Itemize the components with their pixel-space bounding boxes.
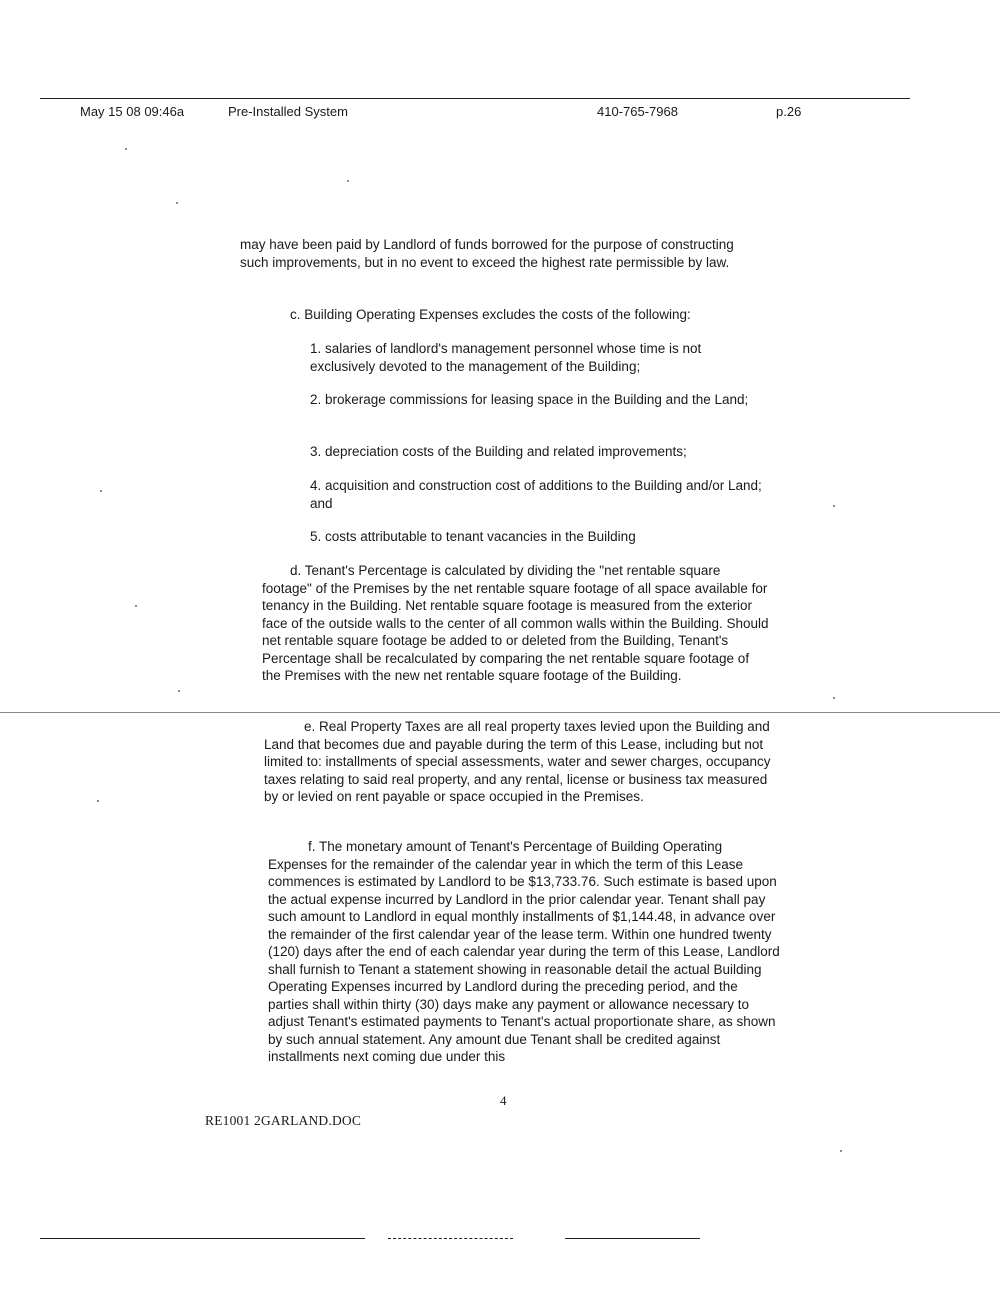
bottom-rule-left <box>40 1238 365 1239</box>
fax-sender: Pre-Installed System <box>228 104 348 119</box>
fax-phone: 410-765-7968 <box>597 104 678 119</box>
page-number: 4 <box>500 1093 507 1108</box>
section-c-item: 1. salaries of landlord's management personnel whose time is not exclusively devoted to the management of the Building; <box>310 341 702 374</box>
scan-speck <box>178 690 180 692</box>
scan-speck <box>833 697 835 699</box>
scan-speck <box>347 180 349 182</box>
section-c-intro <box>290 306 770 324</box>
scan-speck <box>176 202 178 204</box>
continuation-text: may have been paid by Landlord of funds borrowed for the purpose of constructing such improvements, but in no event to exceed the highest rate permissible by law. <box>240 237 734 270</box>
bottom-rule-middle <box>388 1238 513 1239</box>
fax-date-time: May 15 08 09:46a <box>80 104 185 119</box>
scan-speck <box>135 605 137 607</box>
section-e-paragraph: e. Real Property Taxes are all real property taxes levied upon the Building and Land that becomes due and payable during the term of this Lease, including but not limited to: installments of special assessments, water and sewer charges, occupancy taxes relating to said real property, and any rental, license or business tax measured by or levied on rent payable or space occupied in the Premises. <box>264 719 771 804</box>
section-c-item: 2. brokerage commissions for leasing space in the Building and the Land; <box>310 392 749 407</box>
section-c-item: 4. acquisition and construction cost of additions to the Building and/or Land; and <box>310 478 762 511</box>
continuation-paragraph <box>240 236 760 271</box>
section-c-intro-text: c. Building Operating Expenses excludes the costs of the following: <box>290 307 691 322</box>
section-f-paragraph: f. The monetary amount of Tenant's Percentage of Building Operating Expenses for the remainder of the calendar year in which the term of this Lease commences is estimated by Landlord to be $13,733.76. Such estimate is based upon the actual expense incurred by Landlord in the prior calendar year. Tenant shall pay such amount to Landlord in equal monthly installments of $1,144.48, in advance over the remainder of the first calendar year of the lease term. Within one hundred twenty (120) days after the end of each calendar year during the term of this Lease, Landlord shall furnish to Tenant a statement showing in reasonable detail the actual Building Operating Expenses incurred by Landlord during the preceding period, and the parties shall within thirty (30) days make any payment or allowance necessary to adjust Tenant's estimated payments to Tenant's actual proportionate share, as shown by such annual statement. Any amount due Tenant shall be credited against installments next coming due under this <box>268 839 780 1064</box>
scan-speck <box>97 800 99 802</box>
scan-speck <box>100 490 102 492</box>
scan-speck <box>840 1150 842 1152</box>
page-seam-rule <box>0 712 1000 713</box>
header-rule <box>40 98 910 99</box>
document-id: RE1001 2GARLAND.DOC <box>205 1113 362 1128</box>
fax-page: p.26 <box>776 104 802 119</box>
fax-header <box>0 104 1000 124</box>
section-c-item: 5. costs attributable to tenant vacancies in the Building <box>310 529 636 544</box>
scan-speck <box>125 148 127 150</box>
section-c-item: 3. depreciation costs of the Building and related improvements; <box>310 444 687 459</box>
bottom-rule-right <box>565 1238 700 1239</box>
scan-speck <box>833 505 835 507</box>
section-d-paragraph: d. Tenant's Percentage is calculated by dividing the "net rentable square footage" of the Premises by the net rentable square footage of all space available for tenancy in the Building. Net rentable square footage is measured from the exterior face of the outside walls to the center of all common walls within the Building. Should net rentable square footage be added to or deleted from the Building, Tenant's Percentage shall be recalculated by comparing the net rentable square footage of the Premises with the new net rentable square footage of the Building. <box>262 563 769 683</box>
